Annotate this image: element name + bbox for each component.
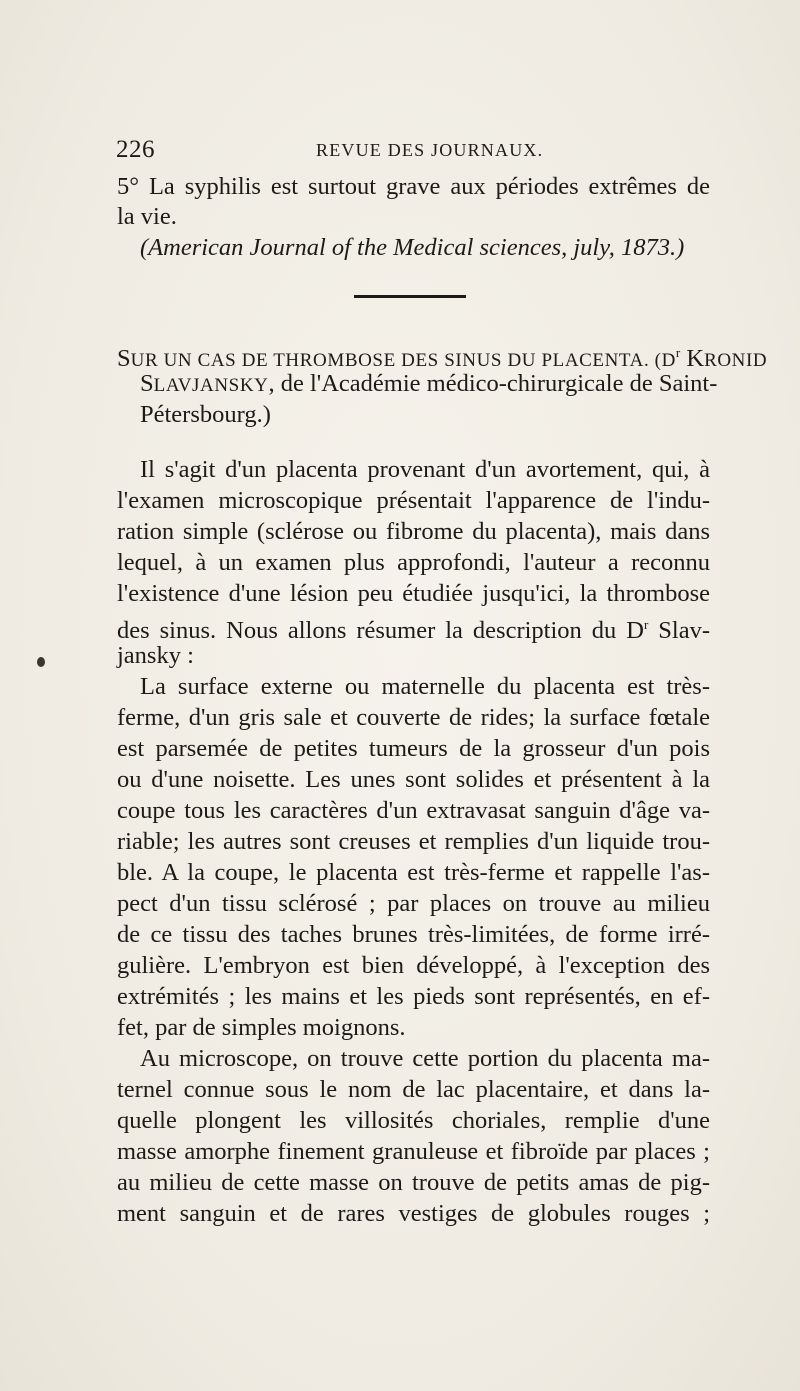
superscript: r <box>643 617 649 632</box>
text-line: ration simple (sclérose ou fibrome du placenta), mais dans <box>117 518 710 545</box>
article-title <box>140 369 718 401</box>
title-initial: K <box>680 345 705 373</box>
text-fragment: des sinus. Nous allons résumer la description du D <box>117 617 644 645</box>
text-line: Au microscope, on trouve cette portion du placenta ma- <box>140 1045 710 1072</box>
ink-spot <box>37 657 45 667</box>
text-line: ment sanguin et de rares vestiges de globules rouges ; <box>117 1200 710 1227</box>
text-line: fet, par de simples moignons. <box>117 1014 406 1041</box>
running-head: REVUE DES JOURNAUX. <box>316 140 544 160</box>
text-line: quelle plongent les villosités choriales, remplie d'une <box>117 1107 710 1134</box>
text-line: 5° La syphilis est surtout grave aux périodes extrêmes de <box>117 173 710 200</box>
text-line: La surface externe ou maternelle du placenta est très- <box>140 673 710 700</box>
text-line: l'examen microscopique présentait l'apparence de l'indu- <box>117 487 710 514</box>
text-fragment: Slav- <box>648 617 710 645</box>
text-line: Il s'agit d'un placenta provenant d'un avortement, qui, à <box>140 456 710 483</box>
title-text: RONID <box>704 350 768 372</box>
text-line: ferme, d'un gris sale et couverte de rides; la surface fœtale <box>117 704 710 731</box>
title-superscript: r <box>675 345 681 360</box>
text-line: la vie. <box>117 203 177 230</box>
text-line: au milieu de cette masse on trouve de petits amas de pig- <box>117 1169 710 1196</box>
text-line: extrémités ; les mains et les pieds sont représentés, en ef- <box>117 983 710 1010</box>
title-text: UR UN CAS DE THROMBOSE DES SINUS DU PLACENTA. (D <box>130 350 676 372</box>
title-initial: S <box>117 345 131 373</box>
page-header <box>116 136 714 162</box>
text-line: ou d'une noisette. Les unes sont solides et présentent à la <box>117 766 710 793</box>
text-line: gulière. L'embryon est bien développé, à l'exception des <box>117 952 710 979</box>
text-line: lequel, à un examen plus approfondi, l'auteur a reconnu <box>117 549 710 576</box>
text-line: riable; les autres sont creuses et remplies d'un liquide trou- <box>117 828 710 855</box>
text-line: coupe tous les caractères d'un extravasat sanguin d'âge va- <box>117 797 710 824</box>
text-line: masse amorphe finement granuleuse et fibroïde par places ; <box>117 1138 710 1165</box>
title-initial: S <box>140 370 154 397</box>
journal-citation: (American Journal of the Medical sciences, july, 1873.) <box>140 234 685 261</box>
text-line: jansky : <box>117 642 194 669</box>
text-line: ternel connue sous le nom de lac placentaire, et dans la- <box>117 1076 710 1103</box>
text-line: est parsemée de petites tumeurs de la grosseur d'un pois <box>117 735 710 762</box>
text-line: de ce tissu des taches brunes très-limitées, de forme irré- <box>117 921 710 948</box>
text-line: pect d'un tissu sclérosé ; par places on trouve au milieu <box>117 890 710 917</box>
page-number: 226 <box>116 136 155 163</box>
title-text: LAVJANSKY <box>153 375 269 396</box>
text-line: l'existence d'une lésion peu étudiée jusqu'ici, la thrombose <box>117 580 710 607</box>
title-text: , de l'Académie médico-chirurgicale de Saint- <box>268 370 718 397</box>
section-divider <box>354 295 466 298</box>
text-line: ble. A la coupe, le placenta est très-ferme et rappelle l'as- <box>117 859 710 886</box>
article-title: Pétersbourg.) <box>140 401 271 428</box>
